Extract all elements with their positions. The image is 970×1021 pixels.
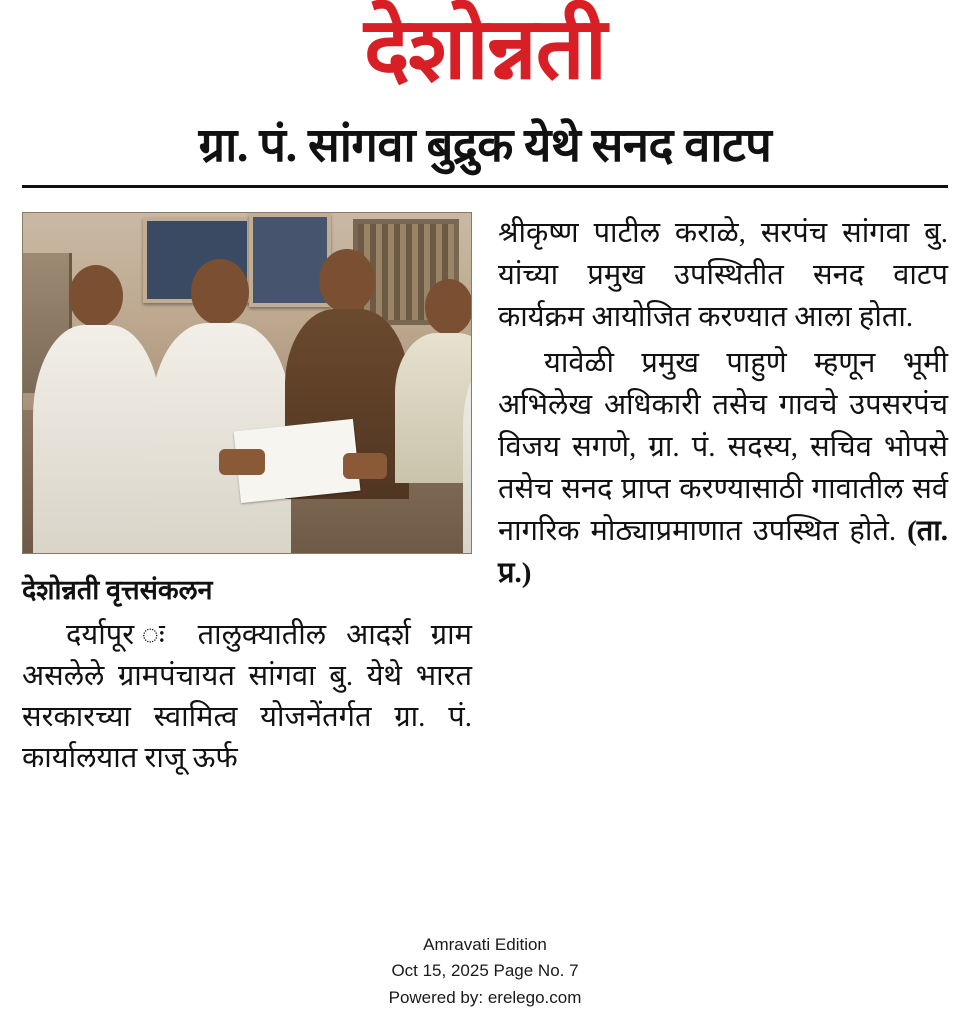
right-column — [498, 212, 948, 594]
article-body — [22, 212, 948, 780]
headline-divider — [22, 185, 948, 188]
right-column-paragraph-2-text: यावेळी प्रमुख पाहुणे म्हणून भूमी अभिलेख अधिकारी तसेच गावचे उपसरपंच विजय सगणे, ग्रा. पं. सदस्य, सचिव भोपसे तसेच सनद प्राप्त करण्यासाठी गावातील सर्व नागरिक मोठ्याप्रमाणात उपस्थित होते. — [498, 346, 948, 547]
footer-edition: Amravati Edition — [423, 934, 547, 954]
footer — [0, 932, 970, 1011]
headline-text: ग्रा. पं. सांगवा बुद्रुक येथे सनद वाटप — [198, 120, 772, 172]
headline-block — [22, 120, 948, 198]
left-column — [22, 212, 472, 780]
photo-hand-right — [343, 453, 387, 479]
photo-person-1-body — [33, 325, 161, 554]
masthead-title: देशोन्नती — [363, 1, 607, 97]
footer-powered-by: Powered by: erelego.com — [388, 987, 582, 1007]
right-column-paragraph-2-tail: (ता. प्र.) — [498, 514, 949, 589]
photo-person-4-head — [425, 279, 472, 335]
photo-person-4-body — [395, 333, 472, 483]
masthead — [22, 0, 948, 97]
photo-wall-portrait-2 — [249, 213, 331, 307]
left-column-paragraph: दर्यापूर ः तालुक्यातील आदर्श ग्राम असलेले ग्रामपंचायत सांगवा बु. येथे भारत सरकारच्या स्वामित्व योजनेंतर्गत ग्रा. पं. कार्यालयात राजू ऊर्फ — [22, 618, 472, 775]
footer-date-page: Oct 15, 2025 Page No. 7 — [391, 961, 579, 981]
right-column-paragraph-1: श्रीकृष्ण पाटील कराळे, सरपंच सांगवा बु. यांच्या प्रमुख उपस्थितीत सनद वाटप कार्यक्रम आयोजित करण्यात आला होता. — [498, 216, 948, 333]
photo-person-3-head — [319, 249, 375, 313]
article-photo — [22, 212, 472, 554]
photo-hand-left — [219, 449, 265, 475]
photo-person-1-head — [69, 265, 123, 327]
photo-person-2-head — [191, 259, 249, 325]
byline: देशोन्नती वृत्तसंकलन — [22, 574, 213, 605]
right-column-paragraph-2 — [498, 342, 948, 594]
